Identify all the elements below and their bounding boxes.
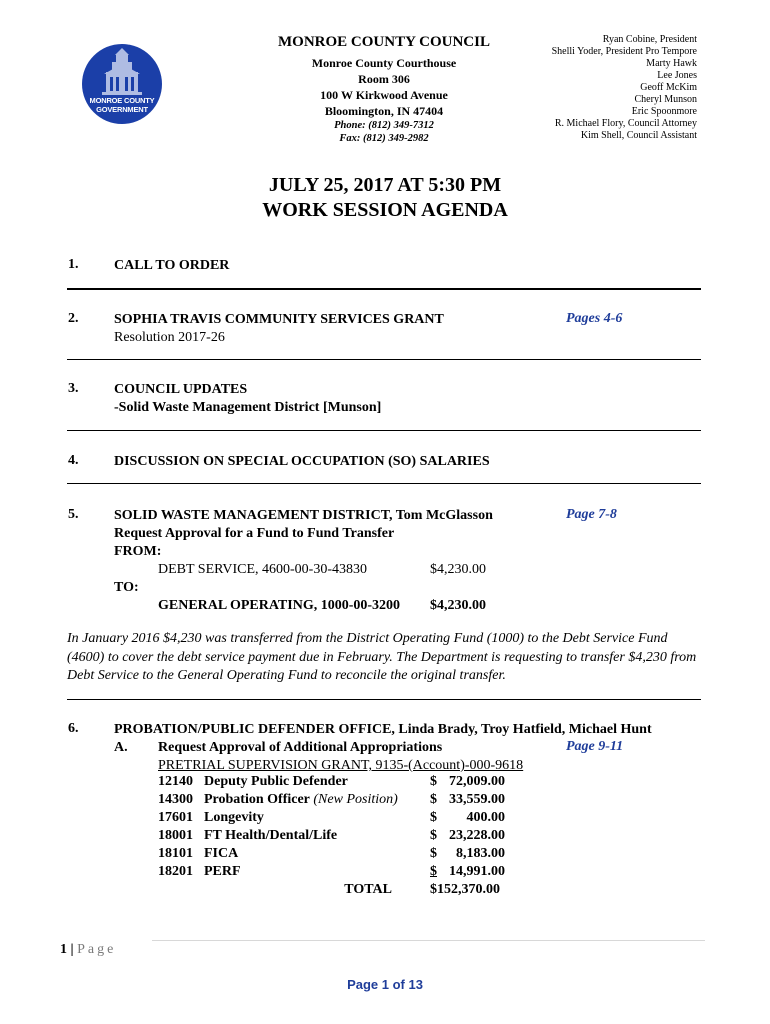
table-row (158, 845, 505, 863)
account-amount: $ 400.00 (430, 810, 505, 825)
table-row (158, 773, 505, 791)
item-subheading: Resolution 2017-26 (114, 330, 225, 345)
member: Marty Hawk (646, 58, 697, 69)
account-amount: $ 14,991.00 (430, 864, 505, 879)
meeting-type: WORK SESSION AGENDA (262, 199, 508, 221)
account-code: 18001 (158, 828, 193, 843)
page-of-indicator: Page 1 of 13 (347, 977, 423, 992)
account-description: FICA (204, 846, 239, 861)
account-amount: $ 23,228.00 (430, 828, 505, 843)
table-row (158, 791, 505, 809)
account-amount: $ 33,559.00 (430, 792, 505, 807)
footer-page-word: Page (77, 942, 117, 957)
from-account: DEBT SERVICE, 4600-00-30-43830 (158, 562, 368, 577)
item-number: 5. (68, 507, 79, 522)
grant-name: PRETRIAL SUPERVISION GRANT, 9135-(Account)-000-9618 (158, 758, 524, 773)
member: Lee Jones (657, 70, 697, 81)
member: Geoff McKim (640, 82, 697, 93)
item-heading-solid-waste: SOLID WASTE MANAGEMENT DISTRICT, Tom McGlasson (114, 508, 493, 523)
item-number: 4. (68, 453, 79, 468)
item-number: 2. (68, 311, 79, 326)
from-label: FROM: (114, 544, 162, 559)
item-pages: Page 7-8 (566, 507, 617, 522)
account-description: Probation Officer (New Position) (204, 792, 398, 807)
item-heading-community-grant: SOPHIA TRAVIS COMMUNITY SERVICES GRANT (114, 312, 444, 327)
meeting-date: JULY 25, 2017 AT 5:30 PM (268, 174, 502, 196)
agenda-title (0, 173, 770, 223)
from-amount: $4,230.00 (430, 562, 486, 577)
item-heading-probation: PROBATION/PUBLIC DEFENDER OFFICE, Linda Brady, Troy Hatfield, Michael Hunt (114, 722, 652, 737)
item-line: Request Approval for a Fund to Fund Transfer (114, 526, 395, 541)
footer-page-number: 1 (60, 942, 67, 957)
item-heading-so-salaries: DISCUSSION ON SPECIAL OCCUPATION (SO) SALARIES (114, 454, 490, 469)
council-members-list (437, 34, 697, 142)
transfer-note: In January 2016 $4,230 was transferred from the District Operating Fund (1000) to the Debt Service Fund (4600) to cover the debt service payment due in February. The Department is requesting to transfer $4,230 from Debt Service to the General Operating Fund to reconcile the original transfer. (67, 631, 697, 683)
street-address: 100 W Kirkwood Avenue (320, 88, 448, 102)
account-code: 14300 (158, 792, 193, 807)
to-amount: $4,230.00 (430, 598, 486, 613)
city-address: Bloomington, IN 47404 (324, 104, 444, 118)
member: Shelli Yoder, President Pro Tempore (551, 46, 697, 57)
member: Ryan Cobine, President (602, 34, 697, 45)
county-logo (82, 44, 162, 124)
building-name: Monroe County Courthouse (311, 56, 457, 70)
item-heading-council-updates: COUNCIL UPDATES (114, 382, 248, 397)
item-subheading: -Solid Waste Management District [Munson] (114, 400, 382, 415)
item-number: 3. (68, 381, 79, 396)
total-amount: $152,370.00 (430, 882, 500, 897)
account-description: PERF (204, 864, 241, 879)
logo-text-line2: GOVERNMENT (96, 105, 148, 114)
to-label: TO: (114, 580, 139, 595)
account-code: 12140 (158, 774, 193, 789)
member: Eric Spoonmore (631, 106, 697, 117)
total-label: TOTAL (344, 882, 392, 897)
fax: Fax: (812) 349-2982 (339, 133, 429, 144)
council-name: MONROE COUNTY COUNCIL (278, 34, 490, 50)
table-row (158, 827, 505, 845)
logo-text-line1: MONROE COUNTY (89, 96, 155, 105)
footer-divider (152, 940, 705, 941)
member: Kim Shell, Council Assistant (580, 130, 697, 141)
account-amount: $ 72,009.00 (430, 774, 505, 789)
account-code: 17601 (158, 810, 193, 825)
divider (67, 483, 701, 484)
sub-heading: Request Approval of Additional Appropriations (158, 740, 443, 755)
to-account: GENERAL OPERATING, 1000-00-3200 (158, 598, 401, 613)
footer-page-label: 1 | Page (60, 942, 117, 957)
account-description: Longevity (204, 810, 264, 825)
divider (67, 288, 701, 290)
item-pages: Page 9-11 (566, 739, 624, 754)
account-code: 18201 (158, 864, 193, 879)
item-number: 1. (68, 257, 79, 272)
item-number: 6. (68, 721, 79, 736)
total-row (158, 881, 505, 899)
sub-letter: A. (114, 740, 128, 755)
appropriations-table (158, 773, 505, 899)
account-note: (New Position) (313, 792, 398, 807)
phone: Phone: (812) 349-7312 (334, 120, 434, 131)
divider (67, 699, 701, 700)
divider (67, 430, 701, 431)
account-description: FT Health/Dental/Life (204, 828, 338, 843)
account-code: 18101 (158, 846, 193, 861)
table-row (158, 863, 505, 881)
item-pages: Pages 4-6 (566, 311, 623, 326)
account-amount: $ 8,183.00 (430, 846, 505, 861)
member: R. Michael Flory, Council Attorney (554, 118, 697, 129)
account-description: Deputy Public Defender (204, 774, 348, 789)
member: Cheryl Munson (634, 94, 697, 105)
room: Room 306 (358, 72, 410, 86)
divider (67, 359, 701, 360)
item-heading-call-to-order: CALL TO ORDER (114, 258, 230, 273)
table-row (158, 809, 505, 827)
